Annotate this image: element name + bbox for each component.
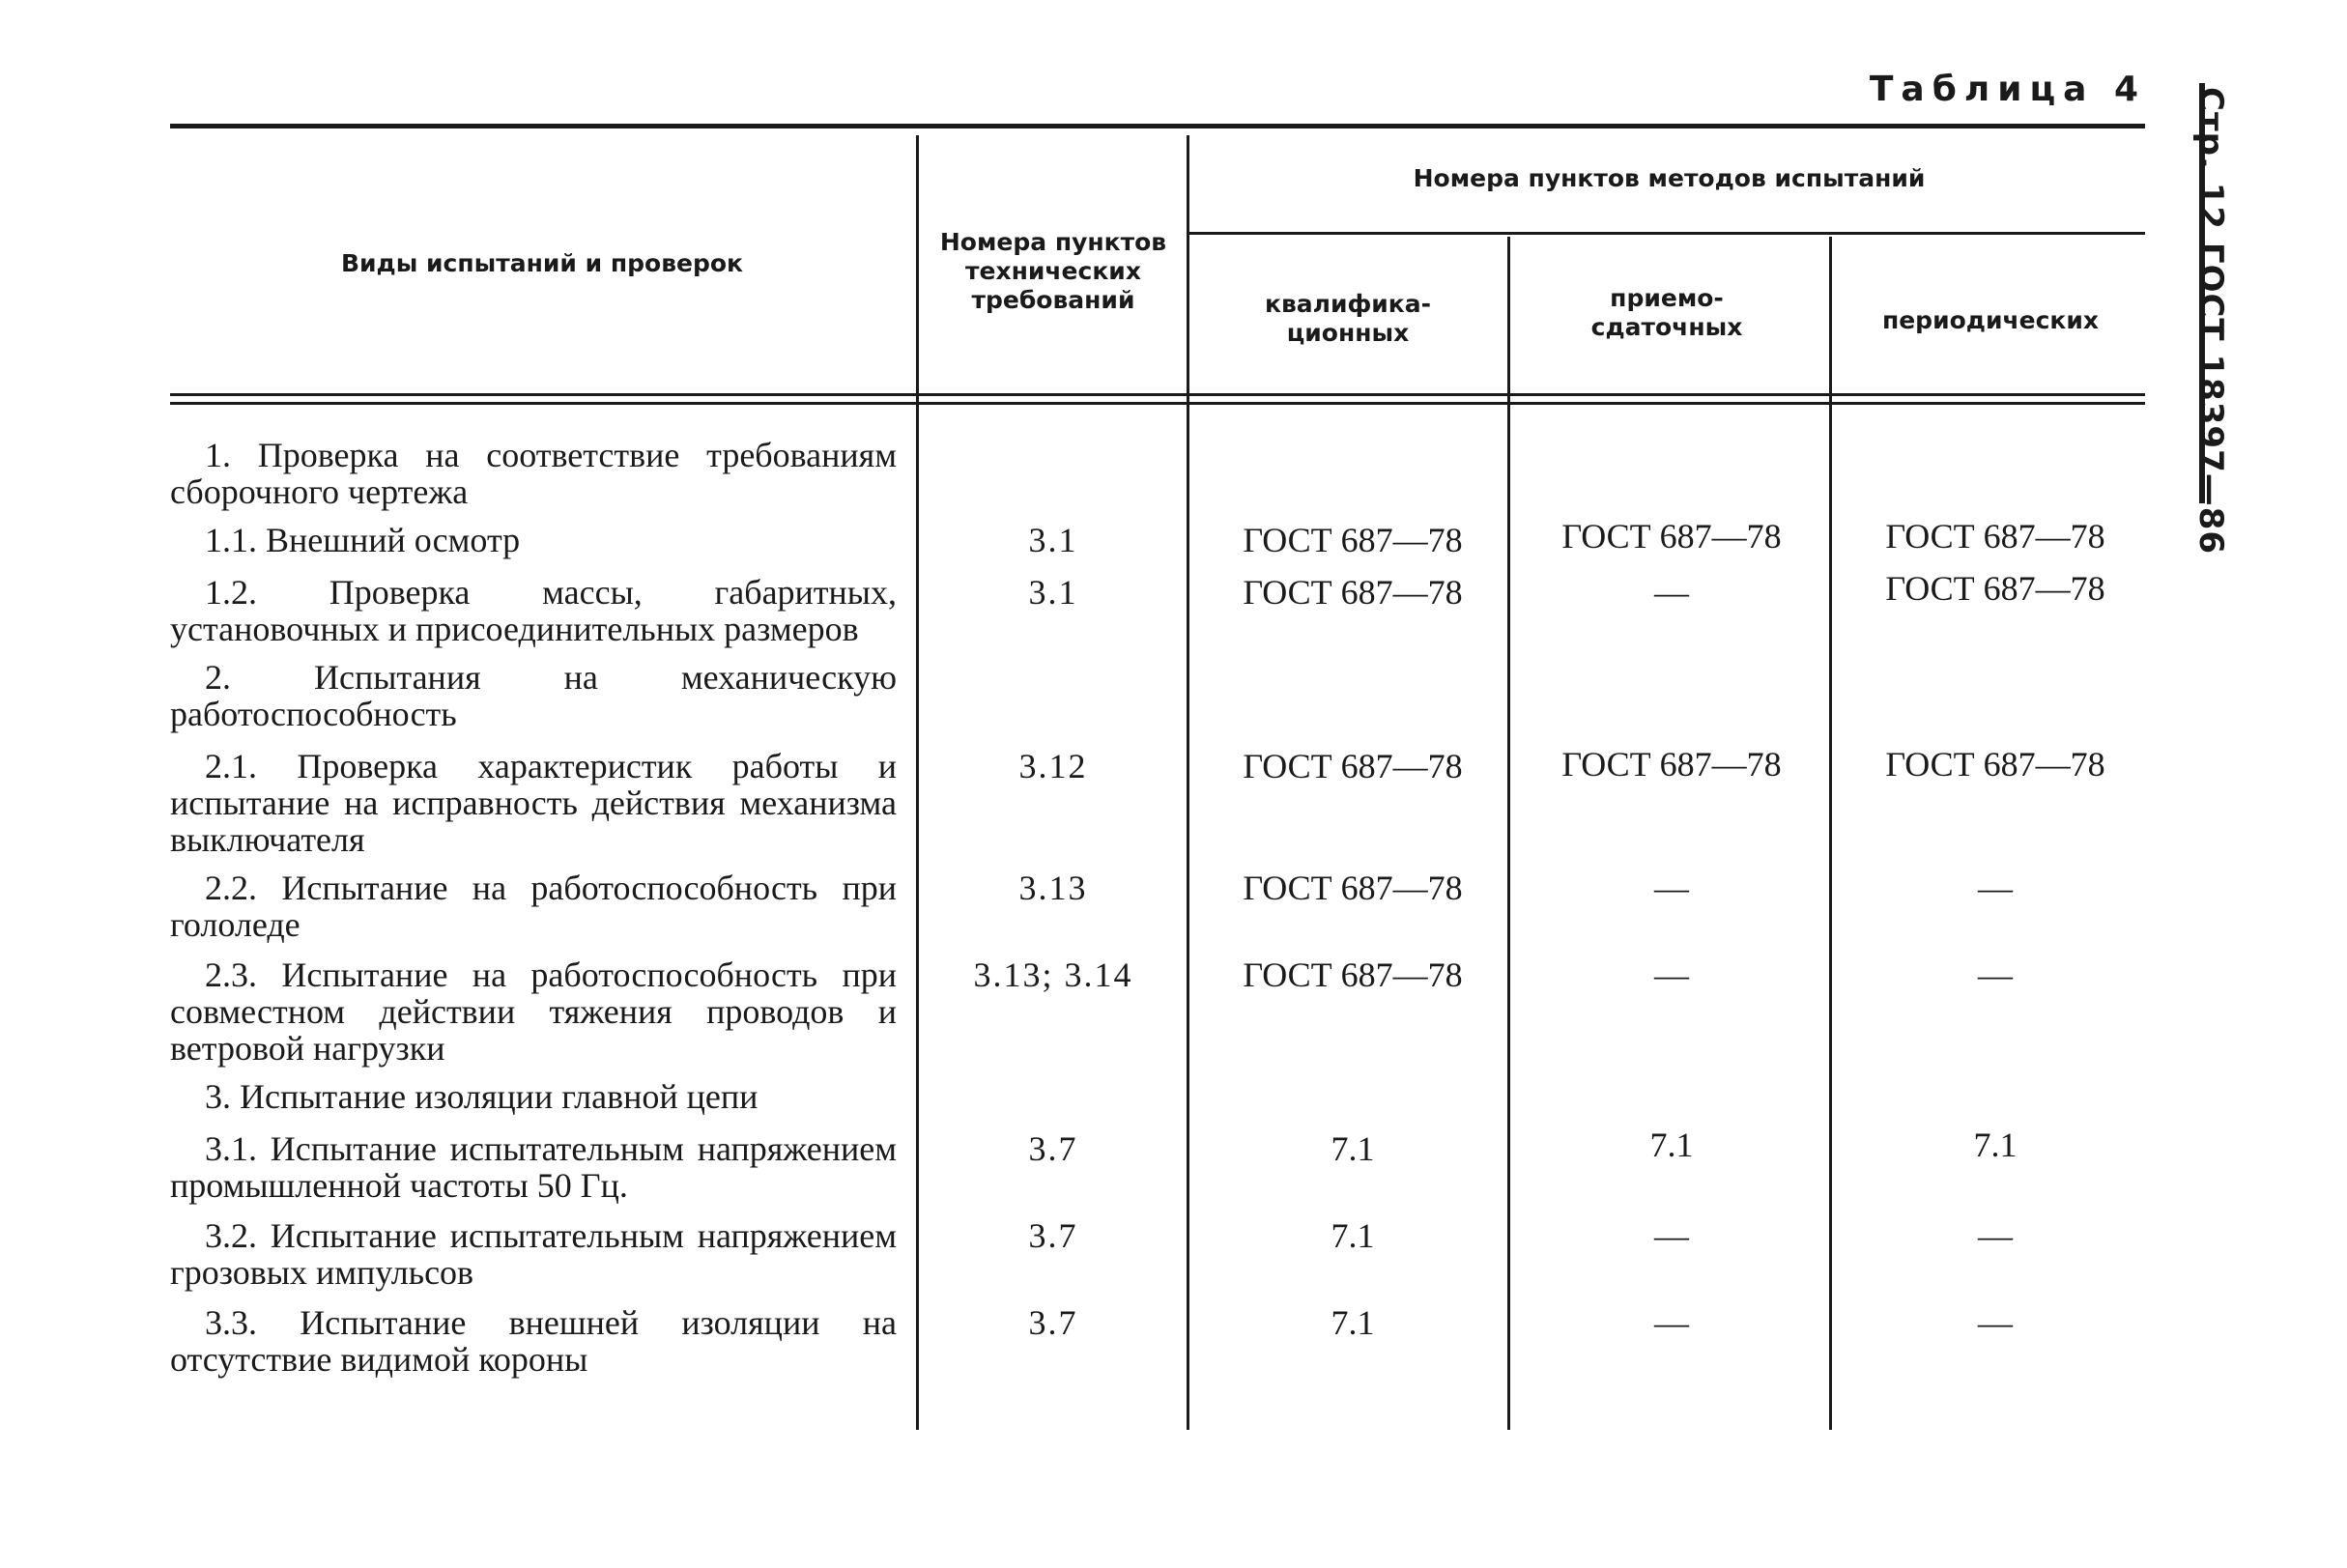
acceptance-method: —: [1654, 1303, 1689, 1342]
tech-requirement-ref: 3.7: [1028, 1303, 1078, 1342]
qualification-method: ГОСТ 687—78: [1243, 869, 1463, 907]
acceptance-method: —: [1654, 1216, 1689, 1255]
col-divider-2: [1187, 135, 1189, 1430]
header-periodic: периодических: [1881, 306, 2100, 334]
header-methods: Номера пунктов методов испытаний: [1413, 164, 1926, 192]
side-page-reference: Стр. 12 ГОСТ 18397—86: [2191, 87, 2230, 556]
header-tests: Виды испытаний и проверок: [340, 249, 744, 277]
table-top-rule: [170, 124, 2145, 128]
acceptance-method: 7.1: [1649, 1126, 1694, 1164]
periodic-method: 7.1: [1973, 1126, 2018, 1164]
row-description: 1. Проверка на соответствие требованиям сборочного чертежа: [170, 436, 897, 511]
row-description: 3.2. Испытание испытательным напряжением грозовых импульсов: [170, 1216, 897, 1292]
header-bottom-rule-2: [170, 402, 2145, 405]
qualification-method: ГОСТ 687—78: [1243, 747, 1463, 785]
row-description: 1.2. Проверка массы, габаритных, установочных и присоединительных размеров: [170, 573, 897, 648]
header-acceptance: приемо-сдаточных: [1590, 284, 1743, 341]
periodic-method: —: [1978, 1303, 2013, 1342]
col-divider-1: [916, 135, 919, 1430]
acceptance-method: ГОСТ 687—78: [1561, 517, 1782, 556]
periodic-method: —: [1978, 955, 2013, 994]
acceptance-method: —: [1654, 955, 1689, 994]
row-description: 3.1. Испытание испытательным напряжением промышленной частоты 50 Гц.: [170, 1129, 897, 1205]
tech-requirement-ref: 3.13: [1018, 869, 1088, 907]
row-description: 2.3. Испытание на работоспособность при совместном действии тяжения проводов и ветровой нагрузки: [170, 955, 897, 1068]
row-description: 2.1. Проверка характеристик работы и испытание на исправность действия механизма выключателя: [170, 747, 897, 859]
acceptance-method: ГОСТ 687—78: [1561, 745, 1782, 784]
qualification-method: 7.1: [1331, 1216, 1375, 1255]
acceptance-method: —: [1654, 869, 1689, 907]
row-description: 2.2. Испытание на работоспособность при гололеде: [170, 869, 897, 944]
row-description: 3. Испытание изоляции главной цепи: [205, 1077, 758, 1116]
periodic-method: —: [1978, 1216, 2013, 1255]
acceptance-method: —: [1654, 573, 1689, 612]
header-qualification: квалифика-ционных: [1264, 290, 1432, 347]
tech-requirement-ref: 3.12: [1018, 747, 1088, 785]
table-label: Таблица 4: [1869, 70, 2146, 109]
header-tech: Номера пунктов технических требований: [939, 228, 1167, 314]
row-description: 3.3. Испытание внешней изоляции на отсутствие видимой короны: [170, 1303, 897, 1379]
row-description: 2. Испытания на механическую работоспособность: [170, 658, 897, 733]
tech-requirement-ref: 3.7: [1028, 1129, 1078, 1168]
methods-rule: [1188, 232, 2145, 235]
header-bottom-rule-1: [170, 393, 2145, 396]
tech-requirement-ref: 3.7: [1028, 1216, 1078, 1255]
tech-requirement-ref: 3.1: [1028, 521, 1078, 559]
row-description: 1.1. Внешний осмотр: [205, 521, 521, 559]
qualification-method: 7.1: [1331, 1129, 1375, 1168]
tech-requirement-ref: 3.1: [1028, 573, 1078, 612]
periodic-method: —: [1978, 869, 2013, 907]
qualification-method: 7.1: [1331, 1303, 1375, 1342]
qualification-method: ГОСТ 687—78: [1243, 521, 1463, 559]
qualification-method: ГОСТ 687—78: [1243, 955, 1463, 994]
periodic-method: ГОСТ 687—78: [1885, 517, 2105, 556]
periodic-method: ГОСТ 687—78: [1885, 569, 2105, 608]
periodic-method: ГОСТ 687—78: [1885, 745, 2105, 784]
tech-requirement-ref: 3.13; 3.14: [973, 955, 1133, 994]
qualification-method: ГОСТ 687—78: [1243, 573, 1463, 612]
